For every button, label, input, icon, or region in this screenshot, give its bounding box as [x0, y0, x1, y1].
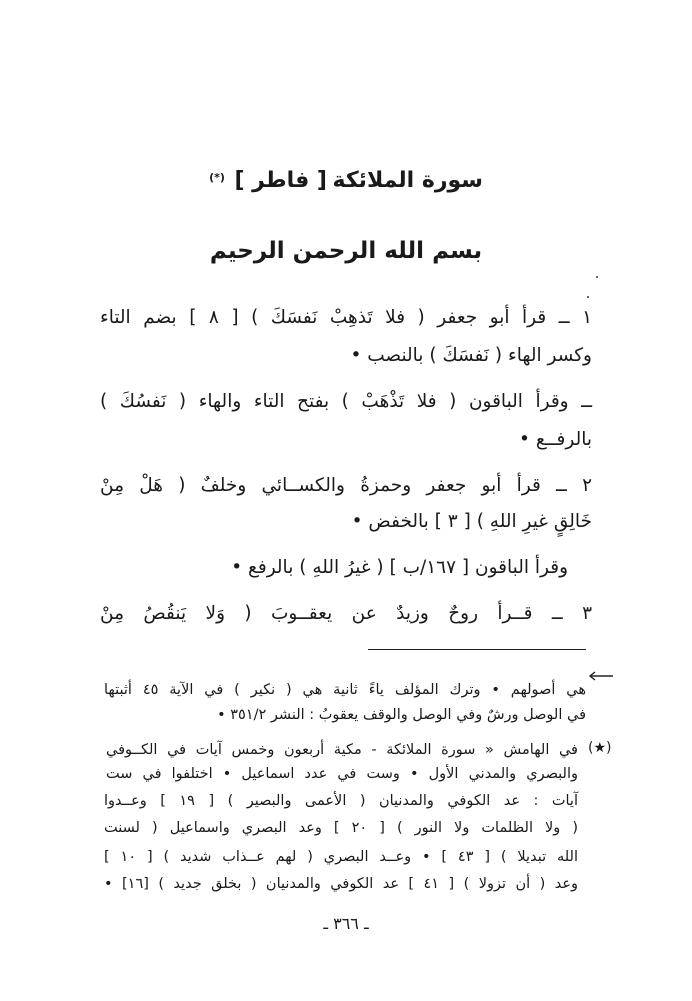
- text-line-5: ٢ ــ قرأ أبو جعفر وحمزةُ والكســائي وخلفٌ ( هَلْ مِنْ: [100, 475, 592, 496]
- text-line-4: بالرفــع •: [519, 429, 592, 450]
- footnote-cont-line-1: هي أصولهم • وترك المؤلف ياءً ثانية هي ( نكير ) في الآية ٤٥ أثبتها: [104, 682, 586, 698]
- footnote-line-6: وعد ( أن تزولا ) [ ٤١ ] عد الكوفي والمدنيان ( بخلق جديد ) [١٦] •: [104, 876, 578, 892]
- text-line-1: ١ ــ قرأ أبو جعفر ( فلا تَذهِبْ نَفسَكَ ) [ ٨ ] بضم التاء: [100, 307, 592, 328]
- basmala: بسم الله الرحمن الرحيم: [209, 238, 483, 264]
- scan-speck: [596, 276, 598, 278]
- page-number: ـ ٣٦٦ ـ: [323, 914, 369, 933]
- text-line-6: خَالِقٍ غيرِ اللهِ ) [ ٣ ] بالخفض •: [351, 511, 592, 532]
- footnote-line-5: الله تبديلا ) [ ٤٣ ] • وعــد البصري ( لهم عــذاب شديد ) [ ١٠ ]: [104, 849, 578, 865]
- text-line-3: ــ وقرأ الباقون ( فلا تَذْهَبْ ) بفتح التاء والهاء ( نَفسُكَ ): [100, 391, 592, 412]
- footnote-line-3: آيات : عد الكوفي والمدنيان ( الأعمى والبصير ) [ ١٩ ] وعــدوا: [104, 793, 578, 809]
- text-line-7: وقرأ الباقون [ ١٦٧/ب ] ( غيرُ اللهِ ) بالرفع •: [231, 557, 568, 578]
- footnote-line-2: والبصري والمدني الأول • وست في عدد اسماعيل • اختلفوا في ست: [106, 766, 578, 782]
- footnote-line-1: في الهامش « سورة الملائكة - مكية أربعون وخمس آيات في الكــوفي: [106, 742, 578, 758]
- footnote-separator: [368, 649, 586, 650]
- text-line-8: ٣ ــ قــرأ روحٌ وزيدٌ عن يعقــوبَ ( وَلا يَنقُصُ مِنْ: [100, 603, 592, 624]
- text-line-2: وكسر الهاء ( نَفسَكَ ) بالنصب •: [350, 345, 592, 366]
- title-footnote-marker: (*): [209, 170, 225, 184]
- footnote-cont-line-2: في الوصل ورشٌ وفي الوصل والوقف يعقوبُ : النشر ٣٥١/٢ •: [217, 707, 586, 723]
- footnote-line-4: ( ولا الظلمات ولا النور ) [ ٢٠ ] وعد البصري واسماعيل ( لسنت: [104, 820, 579, 836]
- surah-title-main: سورة الملائكة: [332, 168, 483, 193]
- footnote-star-marker: (★): [588, 740, 612, 756]
- scan-speck: [587, 296, 589, 298]
- surah-title-alt: [ فاطر ]: [234, 168, 327, 193]
- continuation-arrow-icon: [588, 670, 614, 682]
